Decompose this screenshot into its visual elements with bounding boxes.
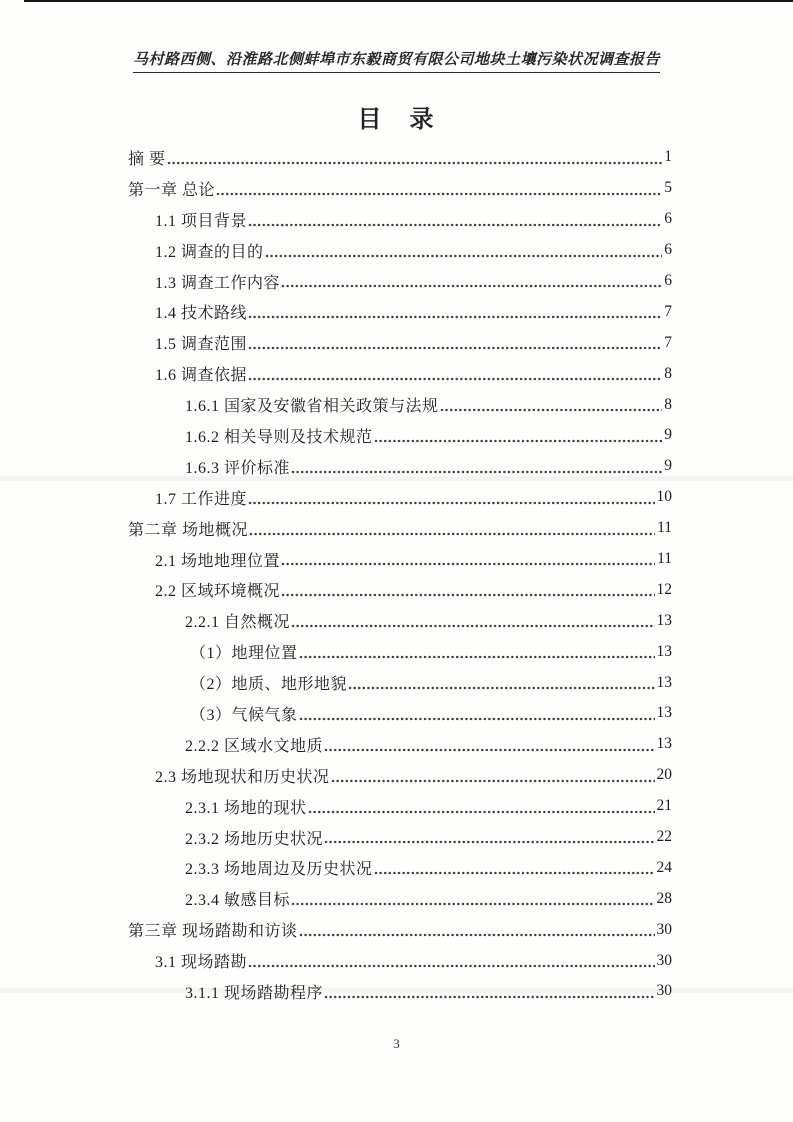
toc-entry-label: 2.2 区域环境概况 [155,583,281,601]
toc-entry-label: 2.2.1 自然概况 [185,614,291,632]
toc-entry-page: 5 [664,179,672,197]
toc-entry-label: 2.3.3 场地周边及历史状况 [185,861,373,879]
dot-leader [281,284,662,288]
dot-leader [291,902,654,906]
toc-entry-label: （1）地理位置 [190,645,298,663]
page-number: 3 [393,1036,400,1051]
toc-entry-label: 1.6.3 评价标准 [185,459,291,477]
toc-entry-page: 7 [664,302,672,320]
toc-entry-page: 20 [656,766,672,784]
toc-entry-label: 2.1 场地地理位置 [155,552,281,570]
toc-entry-page: 12 [656,580,672,598]
toc-entry [128,914,672,945]
toc-entry [128,698,672,729]
toc-entry-page: 9 [664,457,672,475]
toc-entry-page: 8 [664,364,672,382]
dot-leader [299,717,655,721]
toc-entry [128,883,672,914]
toc-entry-label: 第三章 现场踏勘和访谈 [128,923,298,941]
toc-entry [128,636,672,667]
toc-entry [128,327,672,358]
toc-entry-page: 21 [656,797,672,815]
toc-entry [128,173,672,204]
toc-entry-label: 摘 要 [128,150,166,168]
toc-entry-label: 1.7 工作进度 [155,490,248,508]
dot-leader [299,655,655,659]
dot-leader [291,470,662,474]
dot-leader [281,562,655,566]
dot-leader [248,501,654,505]
page-footer [0,1036,793,1052]
toc-entry [128,822,672,853]
toc-entry-label: 2.3.4 敏感目标 [185,892,291,910]
toc-entry-page: 13 [656,735,672,753]
toc-entry-page: 9 [664,426,672,444]
dot-leader [299,933,655,937]
toc-entry-label: 3.1 现场踏勘 [155,954,248,972]
toc-entry-page: 8 [664,395,672,413]
toc-entry [128,235,672,266]
dot-leader [167,161,663,165]
toc-list [128,142,672,1007]
toc-entry-page: 30 [656,920,672,938]
dot-leader [374,439,663,443]
dot-leader [308,810,655,814]
toc-entry [128,358,672,389]
toc-entry-page: 6 [664,210,672,228]
toc-entry-page: 1 [664,148,672,166]
toc-entry [128,760,672,791]
toc-entry-label: 2.3.1 场地的现状 [185,799,307,817]
dot-leader [291,624,654,628]
running-header-title: 马村路西侧、沿淮路北侧蚌埠市东毅商贸有限公司地块土壤污染状况调查报告 [133,48,660,73]
toc-entry-label: 1.6 调查依据 [155,367,248,385]
toc-entry [128,266,672,297]
dot-leader [248,346,662,350]
scan-edge-artifact [24,0,793,2]
toc-entry-page: 6 [664,272,672,289]
toc-entry-page: 13 [656,611,672,629]
toc-entry [128,389,672,420]
toc-entry-page: 11 [657,550,672,568]
toc-entry-page: 24 [656,858,672,876]
toc-entry [128,791,672,822]
toc-entry-label: 1.1 项目背景 [155,212,248,230]
toc-entry-page: 30 [656,951,672,969]
dot-leader [324,840,654,844]
toc-entry-label: 1.6.1 国家及安徽省相关政策与法规 [185,398,439,416]
toc-entry-label: 第一章 总论 [128,181,216,199]
dot-leader [281,593,654,597]
toc-entry-label: 1.5 调查范围 [155,336,248,354]
toc-entry [128,451,672,482]
toc-entry-label: 第二章 场地概况 [128,521,249,539]
dot-leader [265,254,663,258]
toc-entry-label: 1.2 调查的目的 [155,243,264,261]
toc-entry-page: 13 [656,642,672,660]
toc-entry [128,605,672,636]
toc-entry-label: （2）地质、地形地貌 [190,676,348,694]
toc-entry-label: 2.2.2 区域水文地质 [185,737,324,755]
toc-entry-page: 13 [656,704,672,722]
dot-leader [248,315,662,319]
toc-entry-label: 1.6.2 相关导则及技术规范 [185,428,373,446]
dot-leader [374,871,655,875]
toc-entry [128,729,672,760]
toc-entry-page: 30 [656,982,672,1000]
toc-entry-page: 22 [656,828,672,846]
toc-entry [128,852,672,883]
dot-leader [248,223,662,227]
dot-leader [248,377,662,381]
toc-entry [128,513,672,544]
toc-entry-page: 6 [664,241,672,259]
dot-leader [324,748,654,752]
toc-entry-label: 1.4 技术路线 [155,305,248,323]
page-header [0,48,793,73]
dot-leader [216,192,662,196]
toc-entry [128,142,672,173]
toc-entry [128,204,672,235]
dot-leader [348,686,654,690]
dot-leader [440,408,663,412]
toc-entry-page: 10 [656,488,672,506]
dot-leader [324,995,654,999]
toc-title: 目 录 [357,107,436,133]
dot-leader [249,532,655,536]
toc-entry [128,296,672,327]
toc-entry-page: 28 [656,889,672,907]
toc-entry-page: 7 [664,333,672,351]
toc-entry-label: 3.1.1 现场踏勘程序 [185,984,324,1002]
toc-entry [128,945,672,976]
toc-entry-page: 11 [657,519,672,537]
toc-entry-label: （3）气候气象 [190,706,298,724]
dot-leader [248,964,654,968]
toc-entry [128,667,672,698]
toc-entry-label: 1.3 调查工作内容 [155,274,281,292]
toc-entry [128,574,672,605]
toc-entry-page: 13 [656,673,672,691]
toc-entry [128,976,672,1007]
toc-entry-label: 2.3.2 场地历史状况 [185,830,324,848]
dot-leader [331,779,655,783]
toc-entry [128,544,672,575]
toc-entry [128,420,672,451]
toc-entry-label: 2.3 场地现状和历史状况 [155,768,330,786]
toc-entry [128,482,672,513]
